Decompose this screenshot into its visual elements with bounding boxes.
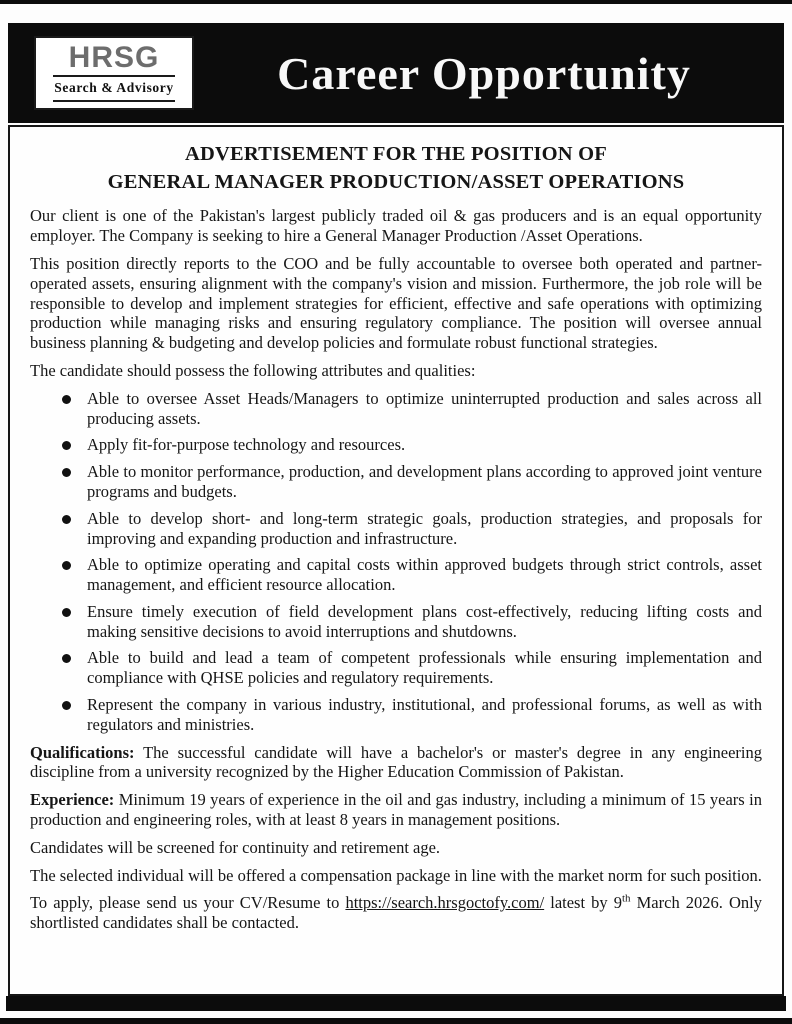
list-item	[62, 555, 762, 595]
list-item	[62, 602, 762, 642]
compensation-note: The selected individual will be offered a compensation package in line with the market norm for such position.	[30, 865, 762, 885]
application-link[interactable]: https://search.hrsgoctofy.com/	[345, 893, 545, 913]
top-border-rule	[0, 0, 792, 4]
date-ordinal-suffix: th	[621, 892, 631, 905]
list-item-text: Apply fit-for-purpose technology and resources.	[87, 435, 406, 455]
bullet-icon	[62, 515, 71, 524]
apply-suffix: March 2026. Only shortlisted candidates shall be contacted.	[30, 893, 762, 933]
list-item	[62, 509, 762, 549]
apply-instructions	[30, 893, 762, 933]
experience-text: Minimum 19 years of experience in the oil and gas industry, including a minimum of 15 years in production and engineering roles, with at least 8 years in management positions.	[30, 790, 763, 830]
bullet-icon	[62, 561, 71, 570]
list-item-text: Able to oversee Asset Heads/Managers to optimize uninterrupted production and sales across all producing assets.	[87, 388, 762, 428]
list-item	[62, 462, 762, 502]
bullet-icon	[62, 468, 71, 477]
screening-note: Candidates will be screened for continuity and retirement age.	[30, 837, 441, 857]
logo-rule-bottom	[53, 100, 175, 102]
list-item-text: Represent the company in various industry, institutional, and professional forums, as well as with regulators and ministries.	[87, 695, 762, 734]
bullet-icon	[62, 654, 71, 663]
ad-heading	[30, 141, 762, 196]
attributes-intro: The candidate should possess the following attributes and qualities:	[30, 360, 476, 380]
list-item	[62, 648, 762, 688]
experience-label: Experience:	[30, 790, 115, 810]
list-item	[62, 389, 762, 429]
apply-mid: latest by 9	[544, 893, 622, 913]
masthead	[8, 23, 784, 123]
qualifications-paragraph	[30, 743, 762, 783]
bullet-icon	[62, 441, 71, 450]
ad-heading-line1: ADVERTISEMENT FOR THE POSITION OF	[184, 143, 608, 165]
ad-heading-line2: GENERAL MANAGER PRODUCTION/ASSET OPERATIONS	[107, 170, 685, 193]
intro-paragraph-2: This position directly reports to the COO and be fully accountable to oversee both operated and partner-operated assets, ensuring alignment with the company's vision and mission. Furthermore, the job role will be responsible to develop and implement strategies for efficient, effective and safe operations with optimizing production while managing risks and ensuring regulatory compliance. The position will oversee annual business planning & budgeting and develop policies and formulate robust functional strategies.	[30, 253, 762, 353]
bottom-border-rule	[0, 1018, 792, 1024]
intro-paragraph-1: Our client is one of the Pakistan's largest publicly traded oil & gas producers and is an equal opportunity employer. The Company is seeking to hire a General Manager Production /Asset Operations.	[30, 206, 762, 246]
experience-paragraph	[30, 790, 762, 830]
page-title: Career Opportunity	[277, 47, 691, 99]
bullet-icon	[62, 608, 71, 617]
list-item-text: Able to build and lead a team of competent professionals while ensuring implementation and compliance with QHSE policies and regulatory requirements.	[87, 648, 762, 688]
list-item-text: Able to develop short- and long-term strategic goals, production strategies, and proposals for improving and expanding production and infrastructure.	[87, 508, 762, 548]
logo-tagline: Search & Advisory	[54, 79, 174, 95]
qualifications-text: The successful candidate will have a bachelor's or master's degree in any engineering discipline from a university recognized by the Higher Education Commission of Pakistan.	[30, 742, 762, 782]
qualifications-label: Qualifications:	[30, 742, 135, 762]
attributes-list	[30, 389, 762, 735]
bullet-icon	[62, 701, 71, 710]
list-item	[62, 695, 762, 735]
advertisement-body	[8, 125, 784, 996]
logo-name: HRSG	[68, 40, 160, 74]
list-item-text: Able to monitor performance, production, and development plans according to approved joint venture programs and budgets.	[87, 462, 762, 501]
logo-rule-top	[53, 75, 175, 77]
list-item	[62, 435, 762, 455]
hrsg-logo	[34, 36, 194, 110]
apply-prefix: To apply, please send us your CV/Resume to	[30, 893, 346, 913]
list-item-text: Ensure timely execution of field development plans cost-effectively, reducing lifting costs and making sensitive decisions to avoid interruptions and shutdowns.	[87, 601, 762, 641]
bottom-black-band	[6, 996, 786, 1011]
bullet-icon	[62, 395, 71, 404]
list-item-text: Able to optimize operating and capital costs within approved budgets through strict controls, asset management, and efficient resource allocation.	[87, 555, 762, 595]
